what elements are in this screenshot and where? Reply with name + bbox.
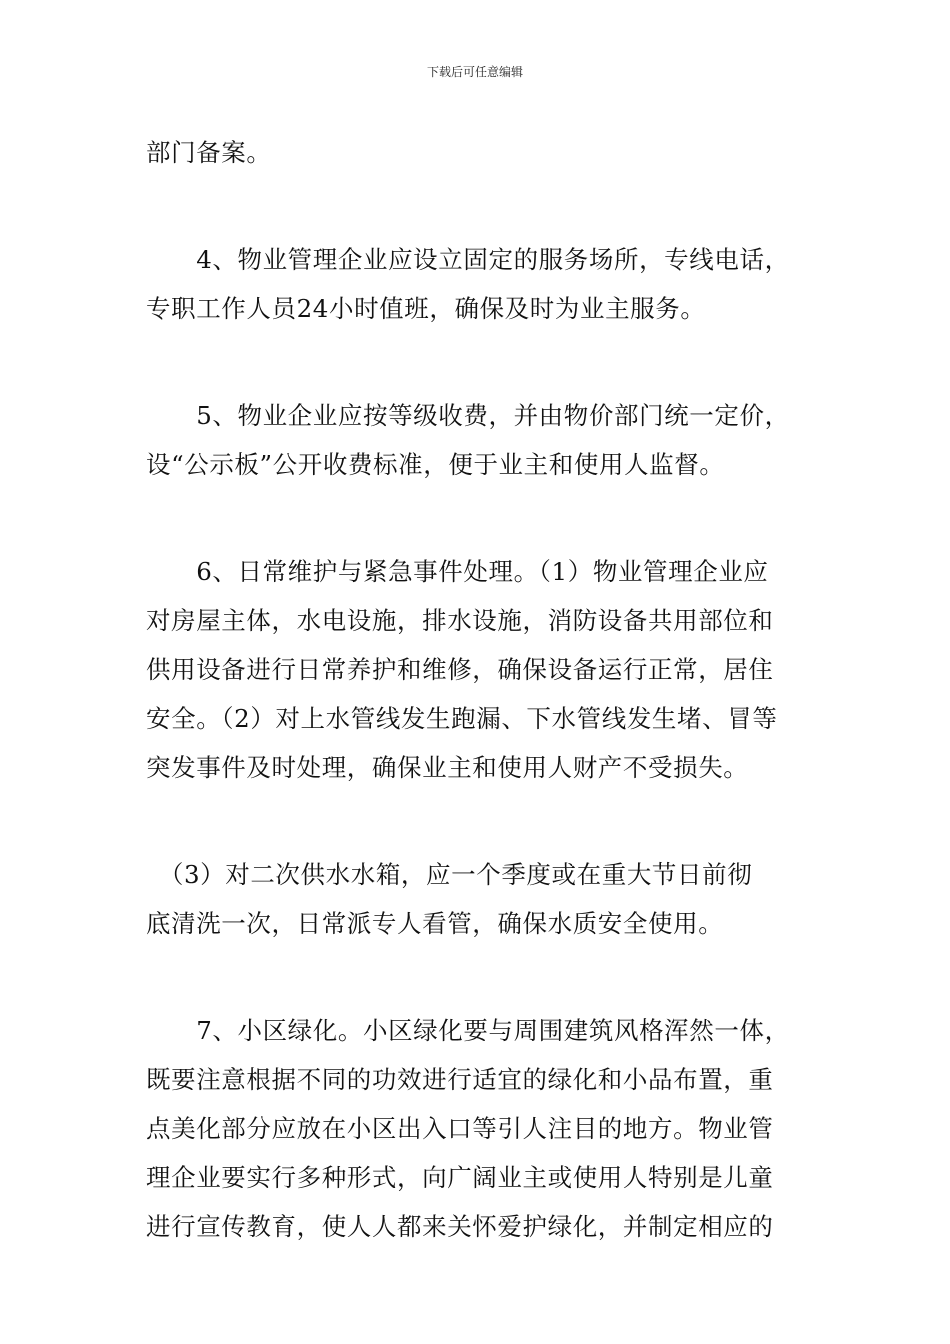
text-line: 设“公示板”公开收费标准，便于业主和使用人监督。 — [146, 450, 725, 479]
page-header-note: 下载后可任意编辑 — [426, 65, 523, 79]
text-line: 既要注意根据不同的功效进行适宜的绿化和小品布置，重 — [146, 1065, 774, 1094]
paragraph-item-4 — [146, 235, 808, 333]
document-body — [146, 128, 808, 1251]
text-line: 理企业要实行多种形式，向广阔业主或使用人特别是儿童 — [146, 1163, 774, 1192]
text-line: 进行宣传教育，使人人都来关怀爱护绿化，并制定相应的 — [146, 1212, 774, 1241]
text-line: 5、物业企业应按等级收费，并由物价部门统一定价， — [146, 401, 790, 430]
text-line: 4、物业管理企业应设立固定的服务场所，专线电话， — [146, 245, 790, 274]
text-line: 部门备案。 — [146, 138, 272, 167]
text-line: 底清洗一次，日常派专人看管，确保水质安全使用。 — [146, 909, 724, 938]
text-line: 专职工作人员24小时值班，确保及时为业主服务。 — [146, 294, 706, 323]
paragraph-item-6 — [146, 547, 808, 792]
paragraph-item-5 — [146, 391, 808, 489]
text-line: 6、日常维护与紧急事件处理。（1）物业管理企业应 — [146, 557, 769, 586]
text-line: 供用设备进行日常养护和维修，确保设备运行正常，居住 — [146, 655, 774, 684]
text-line: 对房屋主体，水电设施，排水设施，消防设备共用部位和 — [146, 606, 774, 635]
paragraph-item-6-3 — [146, 850, 808, 948]
paragraph-filing — [146, 128, 808, 177]
text-line: 突发事件及时处理，确保业主和使用人财产不受损失。 — [146, 753, 749, 782]
text-line: （3）对二次供水水箱，应一个季度或在重大节日前彻 — [146, 860, 753, 889]
text-line: 安全。（2）对上水管线发生跑漏、下水管线发生堵、冒等 — [146, 704, 778, 733]
text-line: 7、小区绿化。小区绿化要与周围建筑风格浑然一体， — [146, 1016, 790, 1045]
paragraph-item-7 — [146, 1006, 808, 1251]
text-line: 点美化部分应放在小区出入口等引人注目的地方。物业管 — [146, 1114, 774, 1143]
